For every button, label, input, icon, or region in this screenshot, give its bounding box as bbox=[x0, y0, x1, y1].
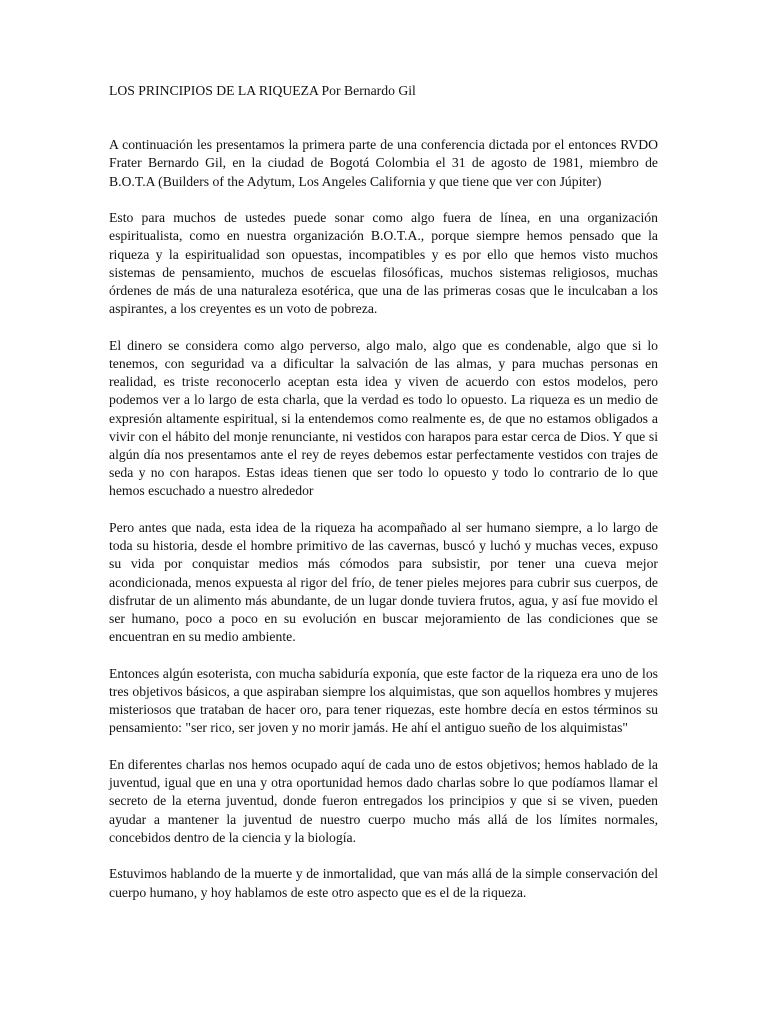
paragraph-1: A continuación les presentamos la primera parte de una conferencia dictada por el entonces RVDO Frater Bernardo Gil, en la ciudad de Bogotá Colombia el 31 de agosto de 1981, miembro de B.O.T.A (Builders of the Adytum, Los Angeles California y que tiene que ver con Júpiter) bbox=[109, 137, 658, 189]
paragraph-2: Esto para muchos de ustedes puede sonar como algo fuera de línea, en una organización espiritualista, como en nuestra organización B.O.T.A., porque siempre hemos pensado que la riqueza y la espiritualidad son opuestas, incompatibles y es por ello que hemos visto muchos sistemas de pensamiento, muchos de escuelas filosóficas, muchos sistemas religiosos, muchas órdenes de más de una naturaleza esotérica, que una de las primeras cosas que le inculcaban a los aspirantes, a los creyentes es un voto de pobreza. bbox=[109, 210, 658, 317]
paragraph-6: En diferentes charlas nos hemos ocupado aquí de cada uno de estos objetivos; hemos hablado de la juventud, igual que en una y otra oportunidad hemos dado charlas sobre lo que podíamos llamar el secreto de la eterna juventud, donde fueron entregados los principios y que si se viven, pueden ayudar a mantener la juventud de nuestro cuerpo mucho más allá de los límites normales, concebidos dentro de la ciencia y la biología. bbox=[109, 757, 658, 845]
paragraph-5: Entonces algún esoterista, con mucha sabiduría exponía, que este factor de la riqueza era uno de los tres objetivos básicos, a que aspiraban siempre los alquimistas, que son aquellos hombres y mujeres misteriosos que trataban de hacer oro, para tener riquezas, este hombre decía en estos términos su pensamiento: "ser rico, ser joven y no morir jamás. He ahí el antiguo sueño de los alquimistas" bbox=[109, 665, 658, 736]
paragraph-4: Pero antes que nada, esta idea de la riqueza ha acompañado al ser humano siempre, a lo largo de toda su historia, desde el hombre primitivo de las cavernas, buscó y luchó y muchas veces, expuso su vida por conquistar medios más cómodos para subsistir, por tener una cueva mejor acondicionada, menos expuesta al rigor del frío, de tener pieles mejores para cubrir sus cuerpos, de disfrutar de un alimento más abundante, de un lugar donde tuviera frutos, agua, y así fue movido el ser humano, poco a poco en su evolución en buscar mejoramiento de las condiciones que se encuentran en su medio ambiente. bbox=[109, 520, 658, 645]
document-page bbox=[109, 82, 658, 920]
paragraph-7: Estuvimos hablando de la muerte y de inmortalidad, que van más allá de la simple conservación del cuerpo humano, y hoy hablamos de este otro aspecto que es el de la riqueza. bbox=[109, 866, 658, 900]
paragraph-3: El dinero se considera como algo perverso, algo malo, algo que es condenable, algo que si lo tenemos, con seguridad va a dificultar la salvación de las almas, y para muchas personas en realidad, es triste reconocerlo aceptan esta idea y viven de acuerdo con estos modelos, pero podemos ver a lo largo de esta charla, que la verdad es todo lo opuesto. La riqueza es un medio de expresión altamente espiritual, si la entendemos como realmente es, de que no estamos obligados a vivir con el hábito del monje renunciante, ni vestidos con harapos para estar cerca de Dios. Y que si algún día nos presentamos ante el rey de reyes debemos estar perfectamente vestidos con trajes de seda y no con harapos. Estas ideas tienen que ser todo lo opuesto y todo lo contrario de lo que hemos escuchado a nuestro alrededor bbox=[109, 337, 658, 499]
document-title: LOS PRINCIPIOS DE LA RIQUEZA Por Bernardo Gil bbox=[109, 83, 416, 98]
